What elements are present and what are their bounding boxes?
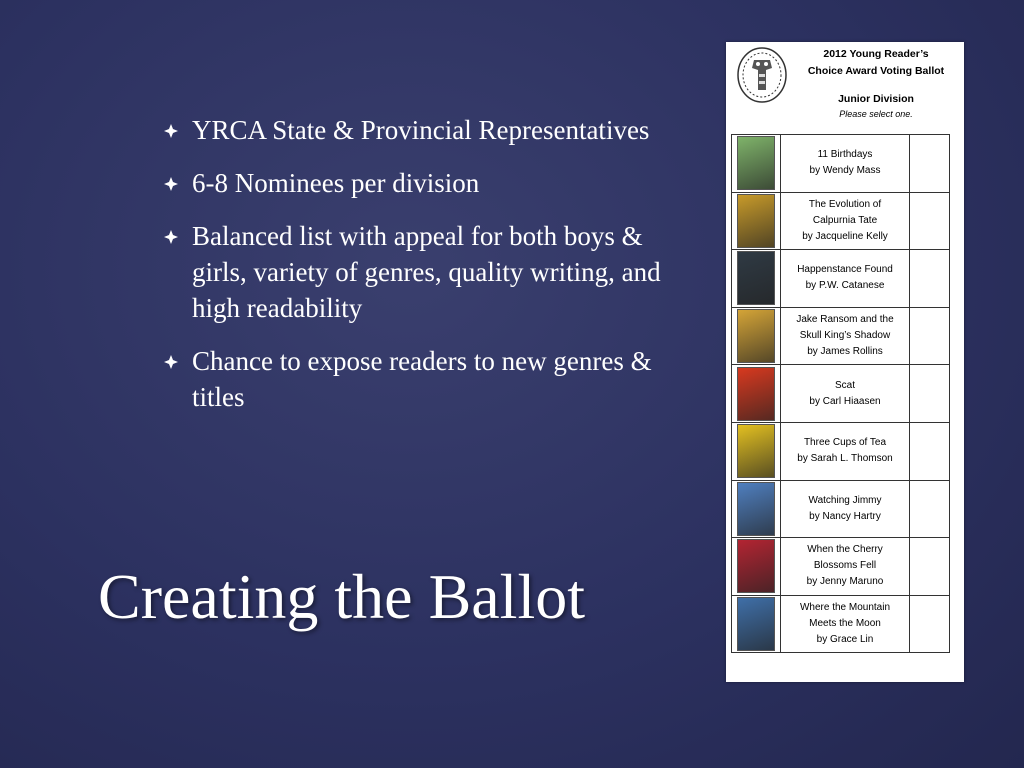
bullet-item <box>162 218 662 326</box>
nominee-row <box>732 480 950 538</box>
nominee-title <box>781 307 910 365</box>
diamond-bullet-icon <box>164 177 178 191</box>
book-cover-image <box>737 482 775 536</box>
nominee-title-line: by Sarah L. Thomson <box>797 453 893 465</box>
diamond-bullet-icon <box>164 230 178 244</box>
vote-box <box>910 365 950 423</box>
nominee-title <box>781 595 910 653</box>
cover-cell <box>732 538 781 596</box>
book-cover-image <box>737 309 775 363</box>
nominee-title-line: Skull King’s Shadow <box>799 330 891 342</box>
nominee-row <box>732 538 950 596</box>
cover-cell <box>732 307 781 365</box>
ballot-heading <box>792 46 960 80</box>
nominee-title-line: Three Cups of Tea <box>803 437 887 449</box>
vote-box <box>910 595 950 653</box>
vote-box <box>910 135 950 193</box>
bullet-text: 6-8 Nominees per division <box>192 168 480 198</box>
nominee-title-line: by Carl Hiaasen <box>809 395 881 407</box>
bullet-list <box>162 112 662 432</box>
nominee-row <box>732 422 950 480</box>
vote-box <box>910 480 950 538</box>
book-cover-image <box>737 194 775 248</box>
nominee-title-line: by Nancy Hartry <box>809 510 881 522</box>
cover-cell <box>732 422 781 480</box>
nominee-title <box>781 538 910 596</box>
cover-cell <box>732 365 781 423</box>
nominee-title-line: 11 Birthdays <box>817 149 873 161</box>
cover-cell <box>732 250 781 308</box>
diamond-bullet-icon <box>164 355 178 369</box>
vote-box <box>910 307 950 365</box>
bullet-item <box>162 165 662 201</box>
vote-box <box>910 422 950 480</box>
ballot-heading-line: Choice Award Voting Ballot <box>807 65 945 77</box>
cover-cell <box>732 192 781 250</box>
nominee-title-line: Calpurnia Tate <box>812 214 878 226</box>
nominee-title-line: Watching Jimmy <box>808 494 882 506</box>
book-cover-image <box>737 597 775 651</box>
nominee-title-line: by James Rollins <box>807 346 883 358</box>
nominee-title-line: The Evolution of <box>808 198 882 210</box>
nominee-title-line: Jake Ransom and the <box>796 314 894 326</box>
nominee-row <box>732 135 950 193</box>
nominee-title-line: Where the Mountain <box>799 602 891 614</box>
bullet-item <box>162 343 662 415</box>
bullet-item <box>162 112 662 148</box>
nominee-title-line: Blossoms Fell <box>813 560 877 572</box>
ballot-image <box>726 42 964 682</box>
nominee-row <box>732 595 950 653</box>
nominee-row <box>732 307 950 365</box>
cover-cell <box>732 135 781 193</box>
nominee-title <box>781 192 910 250</box>
diamond-bullet-icon <box>164 124 178 138</box>
book-cover-image <box>737 367 775 421</box>
nominee-title <box>781 480 910 538</box>
nominee-row <box>732 365 950 423</box>
cover-cell <box>732 480 781 538</box>
vote-box <box>910 538 950 596</box>
ballot-heading-line: 2012 Young Reader’s <box>823 48 929 60</box>
nominee-title-line: by P.W. Catanese <box>805 280 885 292</box>
nominee-title-line: by Grace Lin <box>816 634 874 646</box>
nominee-title-line: Meets the Moon <box>809 618 881 630</box>
book-cover-image <box>737 136 775 190</box>
nominee-title <box>781 250 910 308</box>
nominee-title-line: by Jenny Maruno <box>806 576 884 588</box>
vote-box <box>910 192 950 250</box>
nominee-title-line: When the Cherry <box>807 544 883 556</box>
book-cover-image <box>737 424 775 478</box>
nominee-title-line: by Wendy Mass <box>809 165 881 177</box>
ballot-instruction: Please select one. <box>839 109 913 119</box>
nominee-title-line: Scat <box>834 379 855 391</box>
nominee-title <box>781 422 910 480</box>
bullet-text: YRCA State & Provincial Representatives <box>192 115 650 145</box>
nominee-title-line: by Jacqueline Kelly <box>802 230 888 242</box>
nominee-row <box>732 192 950 250</box>
nominee-table <box>731 134 950 653</box>
book-cover-image <box>737 539 775 593</box>
nominee-row <box>732 250 950 308</box>
nominee-title <box>781 365 910 423</box>
slide-title: Creating the Ballot <box>98 561 585 632</box>
nominee-title <box>781 135 910 193</box>
bullet-text: Balanced list with appeal for both boys & girls, variety of genres, quality writing, and high readability <box>192 221 661 323</box>
ballot-division: Junior Division <box>838 93 914 105</box>
vote-box <box>910 250 950 308</box>
cover-cell <box>732 595 781 653</box>
bullet-text: Chance to expose readers to new genres & titles <box>192 346 652 412</box>
book-cover-image <box>737 251 775 305</box>
award-seal-logo-icon <box>736 46 788 104</box>
nominee-title-line: Happenstance Found <box>797 264 893 276</box>
